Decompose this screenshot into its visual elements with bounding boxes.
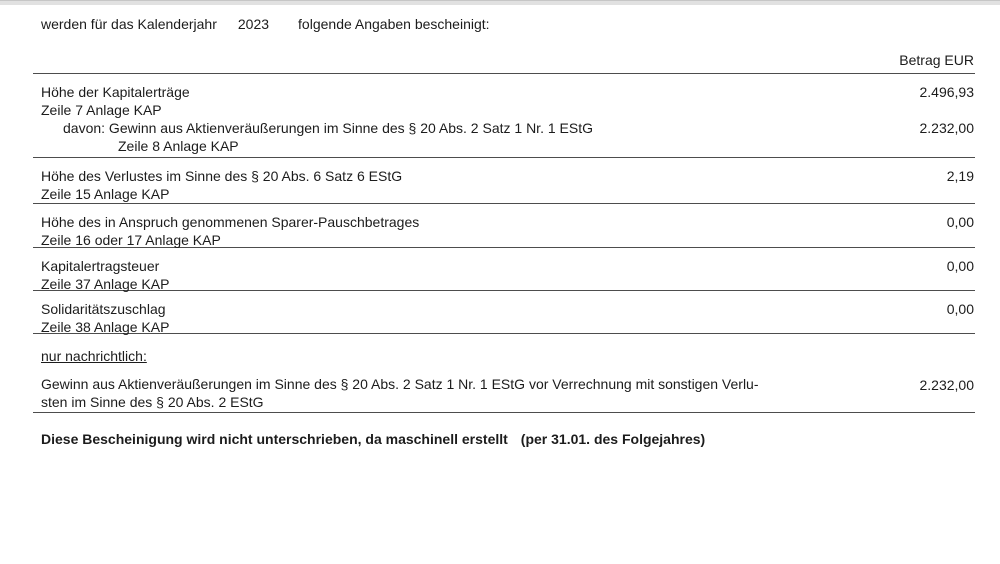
row-label: Höhe des in Anspruch genommenen Sparer-Pauschbetrages [41,214,420,230]
row-sub-label: davon: Gewinn aus Aktienveräußerungen im Sinne des § 20 Abs. 2 Satz 1 Nr. 1 EStG [63,120,593,136]
row-line-ref: Zeile 38 Anlage KAP [41,319,170,335]
table-row-solidaritaetszuschlag [33,291,975,334]
footer-statement: Diese Bescheinigung wird nicht unterschrieben, da maschinell erstellt [41,431,508,447]
amount-column-header: Betrag EUR [899,52,974,68]
table-row-verlust [33,158,975,204]
info-text-line1: Gewinn aus Aktienveräußerungen im Sinne des § 20 Abs. 2 Satz 1 Nr. 1 EStG vor Verrechnung mit sonstigen Verlu- [41,376,759,392]
window-top-strip [0,0,1000,5]
row-amount: 0,00 [946,258,974,274]
info-amount: 2.232,00 [919,377,974,393]
row-amount: 2,19 [946,168,974,184]
info-text-line2: sten im Sinne des § 20 Abs. 2 EStG [41,394,264,410]
intro-prefix: werden für das Kalenderjahr [41,16,217,32]
table-row-sparer-pauschbetrag [33,204,975,248]
row-line-ref: Zeile 7 Anlage KAP [41,102,162,118]
calendar-year-value: 2023 [237,16,270,32]
intro-suffix: folgende Angaben bescheinigt: [298,16,490,32]
row-amount: 0,00 [946,214,974,230]
table-row-kapitalertraege [33,74,975,158]
info-heading: nur nachrichtlich: [41,348,147,364]
row-label: Solidaritätszuschlag [41,301,166,317]
row-sub-line-ref: Zeile 8 Anlage KAP [118,138,239,154]
row-amount: 2.496,93 [919,84,974,100]
row-label: Höhe der Kapitalerträge [41,84,190,100]
row-amount: 0,00 [946,301,974,317]
row-sub-amount: 2.232,00 [919,120,974,136]
row-line-ref: Zeile 37 Anlage KAP [41,276,170,292]
certificate-table [33,73,975,413]
row-label: Höhe des Verlustes im Sinne des § 20 Abs. 6 Satz 6 EStG [41,168,403,184]
machine-generated-statement [41,430,705,448]
row-line-ref: Zeile 15 Anlage KAP [41,186,170,202]
table-row-kapitalertragsteuer [33,248,975,291]
row-label: Kapitalertragsteuer [41,258,160,274]
info-section-nur-nachrichtlich [33,334,975,413]
intro-line [41,15,490,33]
row-line-ref: Zeile 16 oder 17 Anlage KAP [41,232,221,248]
footer-note: (per 31.01. des Folgejahres) [520,431,706,447]
